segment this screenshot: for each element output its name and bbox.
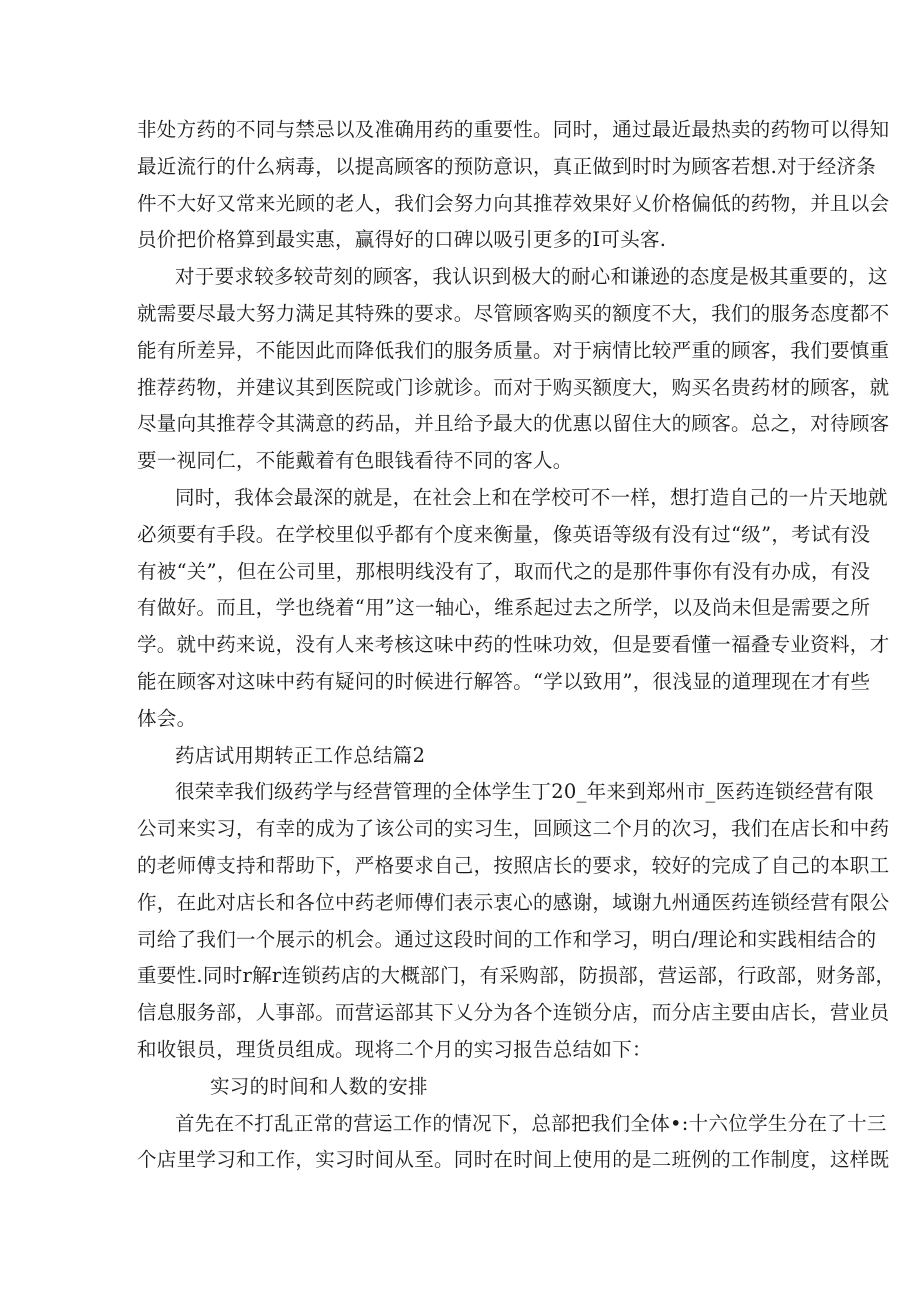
- text-line: 能有所差异，不能因此而降低我们的服务质量。对于病情比较严重的顾客，我们要慎重: [137, 338, 890, 362]
- section-heading: 药店试用期转正工作总结篇2: [175, 743, 426, 767]
- paragraph: [137, 112, 890, 259]
- text-line: 体会。: [137, 706, 197, 730]
- text-line: 最近流行的什么病毒，以提高顾客的预防意识，真正做到时时为顾客若想.对于经济条: [137, 154, 877, 178]
- text-line: 个店里学习和工作，实习时间从至。同时在时间上使用的是二班例的工作制度，这样既: [137, 1148, 890, 1172]
- document-page: [137, 112, 896, 1179]
- text-line: 重要性.同时r解r连锁药店的大概部门，有采购部，防损部，营运部，行政部，财务部，: [137, 964, 896, 988]
- text-line: 同时，我体会最深的就是，在社会上和在学校可不一样，想打造自己的一片天地就: [175, 485, 888, 509]
- text-line: 的老师傅支持和帮助下，严格要求自己，按照店长的要求，较好的完成了自己的本职工: [137, 853, 890, 877]
- text-line: 就需要尽最大努力满足其特殊的要求。尽管顾客购买的额度不大，我们的服务态度都不: [137, 301, 890, 325]
- text-line: 公司来实习，有幸的成为了该公司的实习生，回顾这二个月的次习，我们在店长和中药: [137, 817, 890, 841]
- text-line: 有被“关”，但在公司里，那根明线没有了，取而代之的是那件事你有没有办成，有没: [137, 559, 871, 583]
- paragraph: [137, 1106, 890, 1180]
- text-line: 对于要求较多较苛刻的顾客，我认识到极大的耐心和谦逊的态度是极其重要的，这: [175, 265, 888, 289]
- paragraph: [137, 480, 890, 738]
- text-line: 尽量向其推荐令其满意的药品，并且给予最大的优惠以留住大的顾客。总之，对待顾客: [137, 412, 890, 436]
- text-line: 和收银员，理货员组成。现将二个月的实习报告总结如下：: [137, 1037, 652, 1061]
- text-line: 要一视同仁，不能戴着有色眼钱看待不同的客人。: [137, 449, 573, 473]
- paragraph: [137, 774, 896, 1068]
- text-line: 作，在此对店长和各位中药老师傅们表示衷心的感谢，域谢九州通医药连锁经营有限公: [137, 890, 890, 914]
- text-line: 员价把价格算到最实惠，赢得好的口碑以吸引更多的Ⅰ可头客.: [137, 228, 667, 252]
- paragraph: [137, 259, 890, 480]
- text-line: 推荐药物，并建议其到医院或门诊就诊。而对于购买额度大，购买名贵药材的顾客，就: [137, 375, 890, 399]
- text-line: 有做好。而且，学也绕着“用”这一轴心，维系起过去之所学，以及尚未但是需要之所: [137, 596, 871, 620]
- text-line: 件不大好又常来光顾的老人，我们会努力向其推荐效果好乂价格偏低的药物，并且以会: [137, 191, 890, 215]
- text-line: 信息服务部，人事部。而营运部其下乂分为各个连锁分店，而分店主要由店长，营业员: [137, 1001, 890, 1025]
- text-line: 司给了我们一个展示的机会。通过这段时间的工作和学习，明白/理论和实践相结合的: [137, 927, 877, 951]
- text-line: 非处方药的不同与禁忌以及准确用药的重要性。同时，通过最近最热卖的药物可以得知: [137, 118, 890, 141]
- text-line: 能在顾客对这味中药有疑问的时候进行解答。“学以致用”，很浅显的道理现在才有些: [137, 669, 871, 693]
- text-line: 必须要有手段。在学校里似乎都有个度来衡量，像英语等级有没有过“级”，考试有没: [137, 522, 871, 546]
- text-line: 首先在不打乱正常的营运工作的情况下，总部把我们全体•:十六位学生分在了十三: [175, 1111, 887, 1135]
- text-line: 学。就中药来说，没有人来考核这味中药的性味功效，但是要看懂一福叠专业资料，才: [137, 633, 890, 657]
- text-line: 很荣幸我们级药学与经营管理的全体学生丁20_年来到郑州市_医药连锁经营有限: [175, 780, 874, 804]
- sub-heading: 实习的时间和人数的安排: [210, 1074, 428, 1098]
